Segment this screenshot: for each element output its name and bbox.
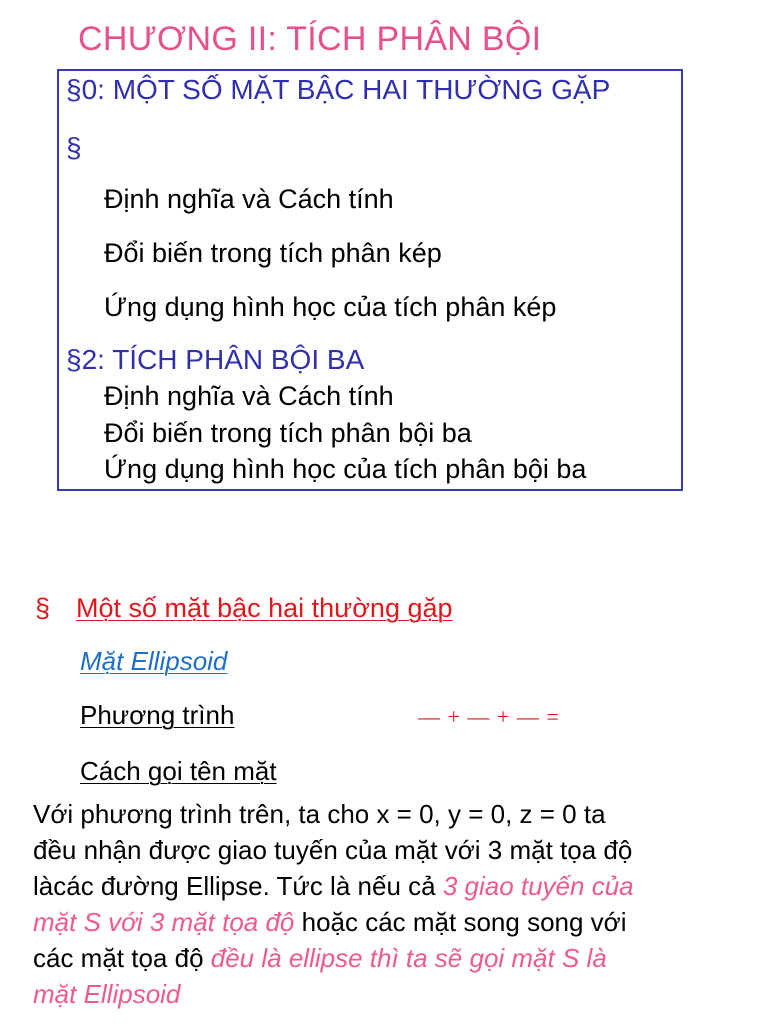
highlighted-text: đều là ellipse thì ta sẽ gọi mặt S là xyxy=(210,943,607,973)
section-heading xyxy=(35,593,453,624)
highlighted-text: mặt Ellipsoid xyxy=(33,979,181,1009)
toc-section-0[interactable]: §0: MỘT SỐ MẶT BẬC HAI THƯỜNG GẶP xyxy=(66,74,611,105)
paragraph-line-5 xyxy=(33,940,743,976)
paragraph-line-3 xyxy=(33,868,743,904)
paragraph-text: các mặt tọa độ xyxy=(33,943,211,973)
toc-item-triple-applications[interactable]: Ứng dụng hình học của tích phân bội ba xyxy=(104,454,587,484)
ellipsoid-equation: — + — + — = xyxy=(418,704,560,729)
toc-item-double-definition[interactable]: Định nghĩa và Cách tính xyxy=(104,184,394,214)
toc-item-double-applications[interactable]: Ứng dụng hình học của tích phân kép xyxy=(104,292,557,322)
highlighted-text: mặt S với 3 mặt tọa độ xyxy=(33,907,295,937)
naming-label[interactable]: Cách gọi tên mặt xyxy=(80,756,277,786)
toc-item-double-change-variables[interactable]: Đổi biến trong tích phân kép xyxy=(104,238,442,268)
ellipsoid-link[interactable]: Mặt Ellipsoid xyxy=(80,646,228,676)
highlighted-text: 3 giao tuyến của xyxy=(442,871,634,901)
section-title-text[interactable]: Một số mặt bậc hai thường gặp xyxy=(76,593,453,623)
toc-item-triple-definition[interactable]: Định nghĩa và Cách tính xyxy=(104,381,394,411)
toc-item-triple-change-variables[interactable]: Đổi biến trong tích phân bội ba xyxy=(104,418,472,448)
paragraph-text: làcác đường Ellipse. Tức là nếu cả xyxy=(33,871,443,901)
paragraph-text: hoặc các mặt song song với xyxy=(294,907,627,937)
chapter-title: CHƯƠNG II: TÍCH PHÂN BỘI xyxy=(78,20,542,58)
paragraph-line-6 xyxy=(33,976,743,1012)
toc-section-2[interactable]: §2: TÍCH PHÂN BỘI BA xyxy=(66,344,365,375)
toc-section-1-marker[interactable]: § xyxy=(66,132,82,163)
paragraph-line-4 xyxy=(33,904,743,940)
paragraph-line-2: đều nhận được giao tuyến của mặt với 3 mặt tọa độ xyxy=(33,835,633,865)
equation-label[interactable]: Phương trình xyxy=(80,700,235,730)
section-marker: § xyxy=(35,593,51,623)
paragraph-line-1: Với phương trình trên, ta cho x = 0, y = 0, z = 0 ta xyxy=(33,799,606,829)
ellipsoid-description xyxy=(33,796,743,1012)
